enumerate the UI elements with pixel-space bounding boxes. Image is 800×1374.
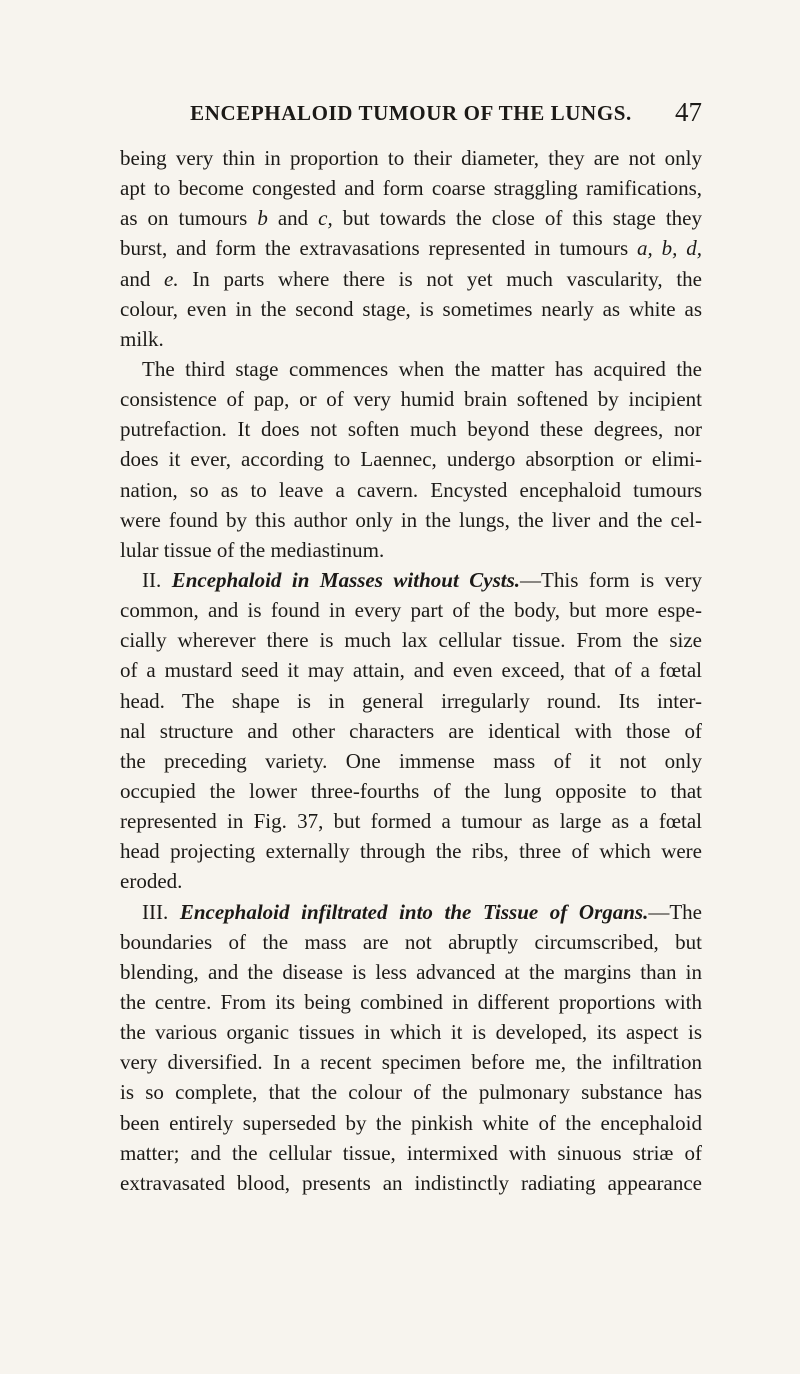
text-line <box>120 414 702 444</box>
text-line <box>120 987 702 1017</box>
text-line <box>120 505 702 535</box>
text-line <box>120 475 702 505</box>
text-run: —The <box>648 899 702 924</box>
text-line <box>120 384 702 414</box>
text-run: putrefaction. It does not soften much beyond these degrees, nor <box>120 417 702 442</box>
text-run: the preceding variety. One immense mass of it not only <box>120 748 702 773</box>
text-run: head projecting externally through the ribs, three of which were <box>120 839 702 864</box>
text-line <box>120 836 702 866</box>
text-line <box>120 264 702 294</box>
text-run: represented in Fig. 37, but formed a tumour as large as a fœtal <box>120 809 702 834</box>
text-line <box>120 1138 702 1168</box>
text-run: and <box>267 206 319 231</box>
text-run: blending, and the disease is less advanced at the margins than in <box>120 959 702 984</box>
text-run: cially wherever there is much lax cellular tissue. From the size <box>120 628 702 653</box>
text-line <box>120 1077 702 1107</box>
text-run: were found by this author only in the lungs, the liver and the cel- <box>120 507 702 532</box>
text-line <box>120 625 702 655</box>
text-run: been entirely superseded by the pinkish white of the encephaloid <box>120 1110 702 1135</box>
text-line <box>120 595 702 625</box>
running-head <box>120 97 702 127</box>
text-line <box>120 173 702 203</box>
italic-text: c, <box>318 206 333 231</box>
page-number: 47 <box>675 97 702 127</box>
text-run: eroded. <box>120 869 183 894</box>
text-run: milk. <box>120 326 164 351</box>
text-run: boundaries of the mass are not abruptly circumscribed, but <box>120 929 702 954</box>
text-line <box>120 143 702 173</box>
text-run: consistence of pap, or of very humid brain softened by incipient <box>120 387 702 412</box>
italic-text: b <box>257 206 268 231</box>
text-run: apt to become congested and form coarse straggling ramifications, <box>120 176 702 201</box>
text-line <box>120 1017 702 1047</box>
running-title: ENCEPHALOID TUMOUR OF THE LUNGS. <box>190 101 632 125</box>
text-run: III. <box>142 899 180 924</box>
italic-text: e. <box>164 266 179 291</box>
text-run: extravasated blood, presents an indistinctly radiating appearance <box>120 1170 702 1195</box>
text-line <box>120 354 702 384</box>
text-line <box>120 866 702 896</box>
text-run: colour, even in the second stage, is sometimes nearly as white as <box>120 296 702 321</box>
text-run: burst, and form the extravasations represented in tumours <box>120 236 638 261</box>
text-line <box>120 1168 702 1198</box>
text-line <box>120 565 702 595</box>
text-run: lular tissue of the mediastinum. <box>120 537 385 562</box>
text-run: of a mustard seed it may attain, and even exceed, that of a fœtal <box>120 658 702 683</box>
text-line <box>120 233 702 263</box>
text-run: the centre. From its being combined in different proportions with <box>120 989 702 1014</box>
text-line <box>120 535 702 565</box>
text-run: nation, so as to leave a cavern. Encysted encephaloid tumours <box>120 477 702 502</box>
text-run: very diversified. In a recent specimen before me, the infiltration <box>120 1050 702 1075</box>
text-line <box>120 655 702 685</box>
text-line <box>120 927 702 957</box>
text-run: is so complete, that the colour of the pulmonary substance has <box>120 1080 702 1105</box>
section-heading: Encephaloid infiltrated into the Tissue of Organs. <box>179 899 649 924</box>
text-run: does it ever, according to Laennec, undergo absorption or elimi- <box>120 447 702 472</box>
text-line <box>120 203 702 233</box>
text-run: head. The shape is in general irregularly round. Its inter- <box>120 688 702 713</box>
text-run: matter; and the cellular tissue, intermixed with sinuous striæ of <box>120 1140 702 1165</box>
section-heading: Encephaloid in Masses without Cysts. <box>171 567 521 592</box>
text-line <box>120 1108 702 1138</box>
text-run: In parts where there is not yet much vascularity, the <box>178 266 702 291</box>
text-run: as on tumours <box>120 206 258 231</box>
text-run: but towards the close of this stage they <box>332 206 702 231</box>
text-run: common, and is found in every part of the body, but more espe- <box>120 598 702 623</box>
text-line <box>120 957 702 987</box>
text-run: and <box>120 266 165 291</box>
text-run: being very thin in proportion to their diameter, they are not only <box>120 146 702 170</box>
text-line <box>120 444 702 474</box>
text-line <box>120 897 702 927</box>
text-line <box>120 746 702 776</box>
text-run: nal structure and other characters are identical with those of <box>120 718 702 743</box>
text-line <box>120 324 702 354</box>
text-line <box>120 806 702 836</box>
text-line <box>120 294 702 324</box>
text-run: II. <box>142 567 172 592</box>
text-line <box>120 1047 702 1077</box>
text-run: the various organic tissues in which it is developed, its aspect is <box>120 1020 702 1045</box>
text-run: —This form is very <box>520 567 702 592</box>
text-line <box>120 686 702 716</box>
text-line <box>120 776 702 806</box>
text-line <box>120 716 702 746</box>
text-run: The third stage commences when the matter has acquired the <box>142 356 702 381</box>
italic-text: a, b, d, <box>637 236 703 261</box>
body-text <box>120 143 702 1198</box>
text-run: occupied the lower three-fourths of the lung opposite to that <box>120 778 702 803</box>
